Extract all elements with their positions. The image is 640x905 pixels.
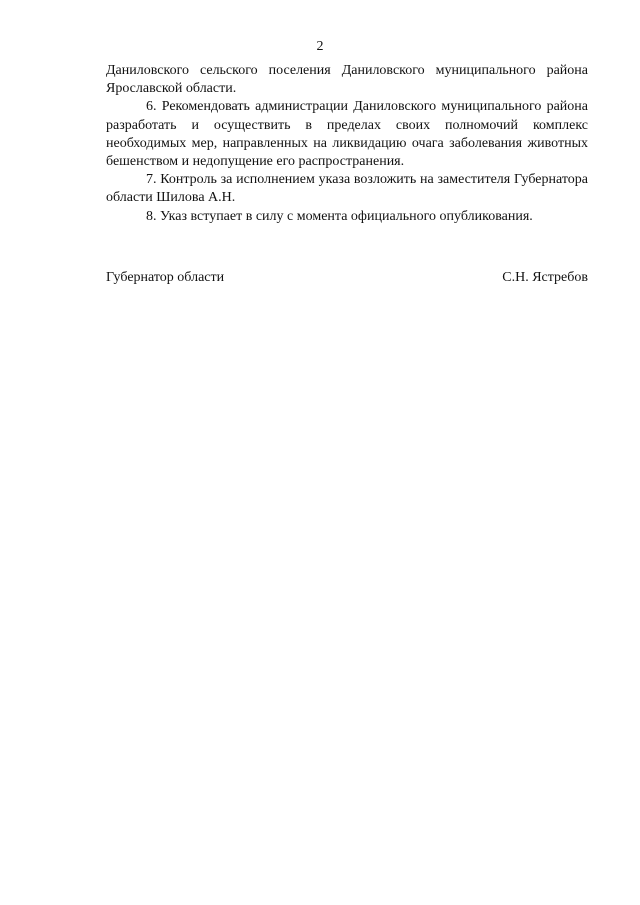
paragraph-item-6: 6. Рекомендовать администрации Даниловского муниципального района разработать и осуществить в пределах своих полномочий комплекс необходимых мер, направленных на ликвидацию очага заболевания животных бешенством и недопущение его распространения. [106, 99, 588, 170]
signature-name: С.Н. Ястребов [502, 270, 588, 285]
paragraph-continuation: Даниловского сельского поселения Даниловского муниципального района Ярославской области. [106, 63, 588, 97]
signature-position: Губернатор области [106, 270, 225, 285]
document-body [106, 62, 588, 226]
page-number: 2 [316, 39, 324, 54]
paragraph-item-7: 7. Контроль за исполнением указа возложить на заместителя Губернатора области Шилова А.Н. [106, 172, 588, 206]
paragraph-item-8: 8. Указ вступает в силу с момента официального опубликования. [146, 208, 533, 224]
signature-block [106, 269, 588, 287]
